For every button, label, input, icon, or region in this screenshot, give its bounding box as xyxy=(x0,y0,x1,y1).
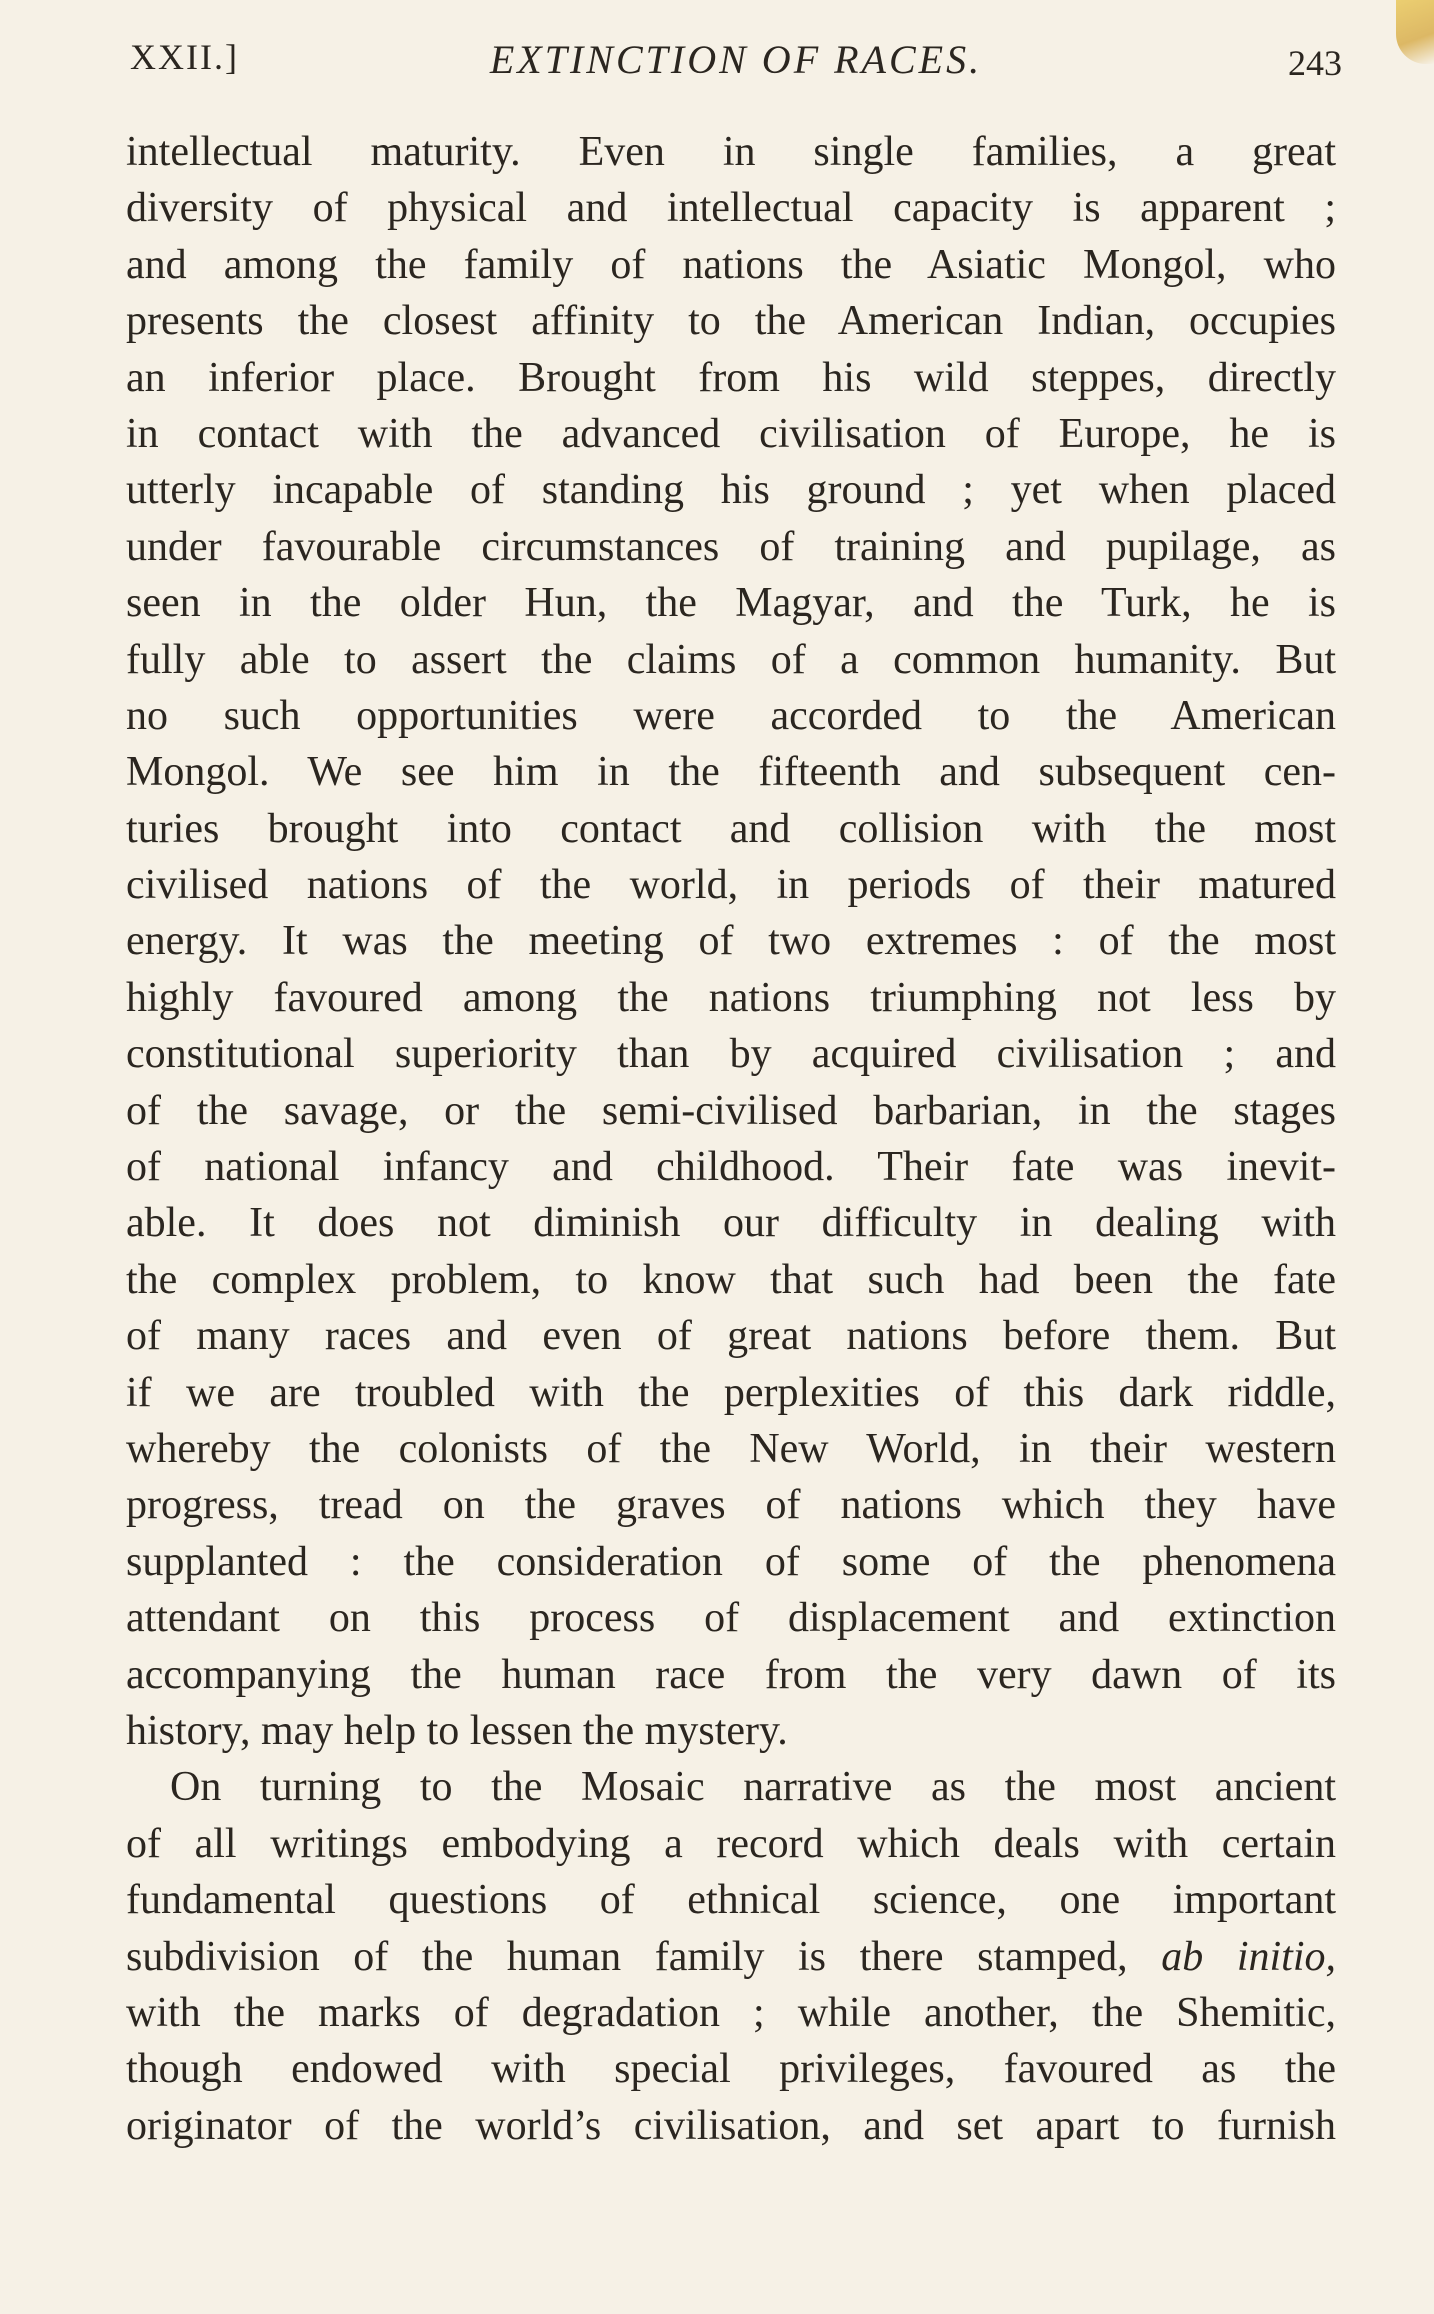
text-line: history, may help to lessen the mystery. xyxy=(126,1707,788,1754)
text-line: Mongol. We see him in the fifteenth and subsequent cen- xyxy=(126,749,1336,796)
text-line: fully able to assert the claims of a common humanity. But xyxy=(126,636,1336,683)
text-line: intellectual maturity. Even in single families, a great xyxy=(126,129,1336,175)
text-line: attendant on this process of displacement and extinction xyxy=(126,1595,1336,1642)
text-line: with the marks of degradation ; while another, the Shemitic, xyxy=(126,1989,1336,2036)
text-line: whereby the colonists of the New World, in their western xyxy=(126,1425,1336,1472)
text-line: in contact with the advanced civilisation of Europe, he is xyxy=(126,410,1336,457)
text-line: seen in the older Hun, the Magyar, and the Turk, he is xyxy=(126,580,1336,627)
page-number: 243 xyxy=(1288,43,1342,83)
text-line-with-italic xyxy=(126,1929,1336,1985)
text-run: subdivision of the human family is there stamped, xyxy=(126,1933,1162,1980)
text-line: an inferior place. Brought from his wild steppes, directly xyxy=(126,354,1336,401)
text-line: and among the family of nations the Asiatic Mongol, who xyxy=(126,241,1336,288)
body-text xyxy=(126,124,1336,2154)
text-line: fundamental questions of ethnical science, one important xyxy=(126,1877,1336,1924)
text-line: civilised nations of the world, in periods of their matured xyxy=(126,862,1336,909)
text-line: presents the closest affinity to the American Indian, occupies xyxy=(126,298,1336,345)
text-line: able. It does not diminish our difficulty in dealing with xyxy=(126,1200,1336,1247)
paragraph-start-line: On turning to the Mosaic narrative as the most ancient xyxy=(170,1764,1336,1811)
text-line: of national infancy and childhood. Their fate was inevit- xyxy=(126,1144,1336,1191)
text-line: of many races and even of great nations before them. But xyxy=(126,1313,1336,1360)
text-line: diversity of physical and intellectual capacity is apparent ; xyxy=(126,185,1336,232)
text-line: turies brought into contact and collision with the most xyxy=(126,805,1336,852)
text-line: of the savage, or the semi-civilised barbarian, in the stages xyxy=(126,1087,1336,1134)
running-title: EXTINCTION OF RACES. xyxy=(489,37,983,82)
text-line: originator of the world’s civilisation, and set apart to furnish xyxy=(126,2102,1336,2149)
page-corner-stain xyxy=(1396,0,1434,64)
text-line: under favourable circumstances of training and pupilage, as xyxy=(126,523,1336,570)
text-line: though endowed with special privileges, favoured as the xyxy=(126,2046,1336,2093)
text-line: constitutional superiority than by acquired civilisation ; and xyxy=(126,1031,1336,1078)
text-line: of all writings embodying a record which deals with certain xyxy=(126,1820,1336,1867)
running-head xyxy=(130,36,1342,86)
text-line: progress, tread on the graves of nations which they have xyxy=(126,1482,1336,1529)
chapter-marker: XXII.] xyxy=(130,37,239,77)
text-line: if we are troubled with the perplexities of this dark riddle, xyxy=(126,1369,1336,1416)
text-line: energy. It was the meeting of two extremes : of the most xyxy=(126,918,1336,965)
text-line: supplanted : the consideration of some of the phenomena xyxy=(126,1538,1336,1585)
text-line: accompanying the human race from the very dawn of its xyxy=(126,1651,1336,1698)
text-line: highly favoured among the nations triumphing not less by xyxy=(126,974,1336,1021)
text-line: no such opportunities were accorded to the American xyxy=(126,692,1336,739)
text-line: the complex problem, to know that such had been the fate xyxy=(126,1256,1336,1303)
text-line: utterly incapable of standing his ground ; yet when placed xyxy=(126,467,1336,514)
italic-phrase: ab initio, xyxy=(1161,1933,1337,1980)
